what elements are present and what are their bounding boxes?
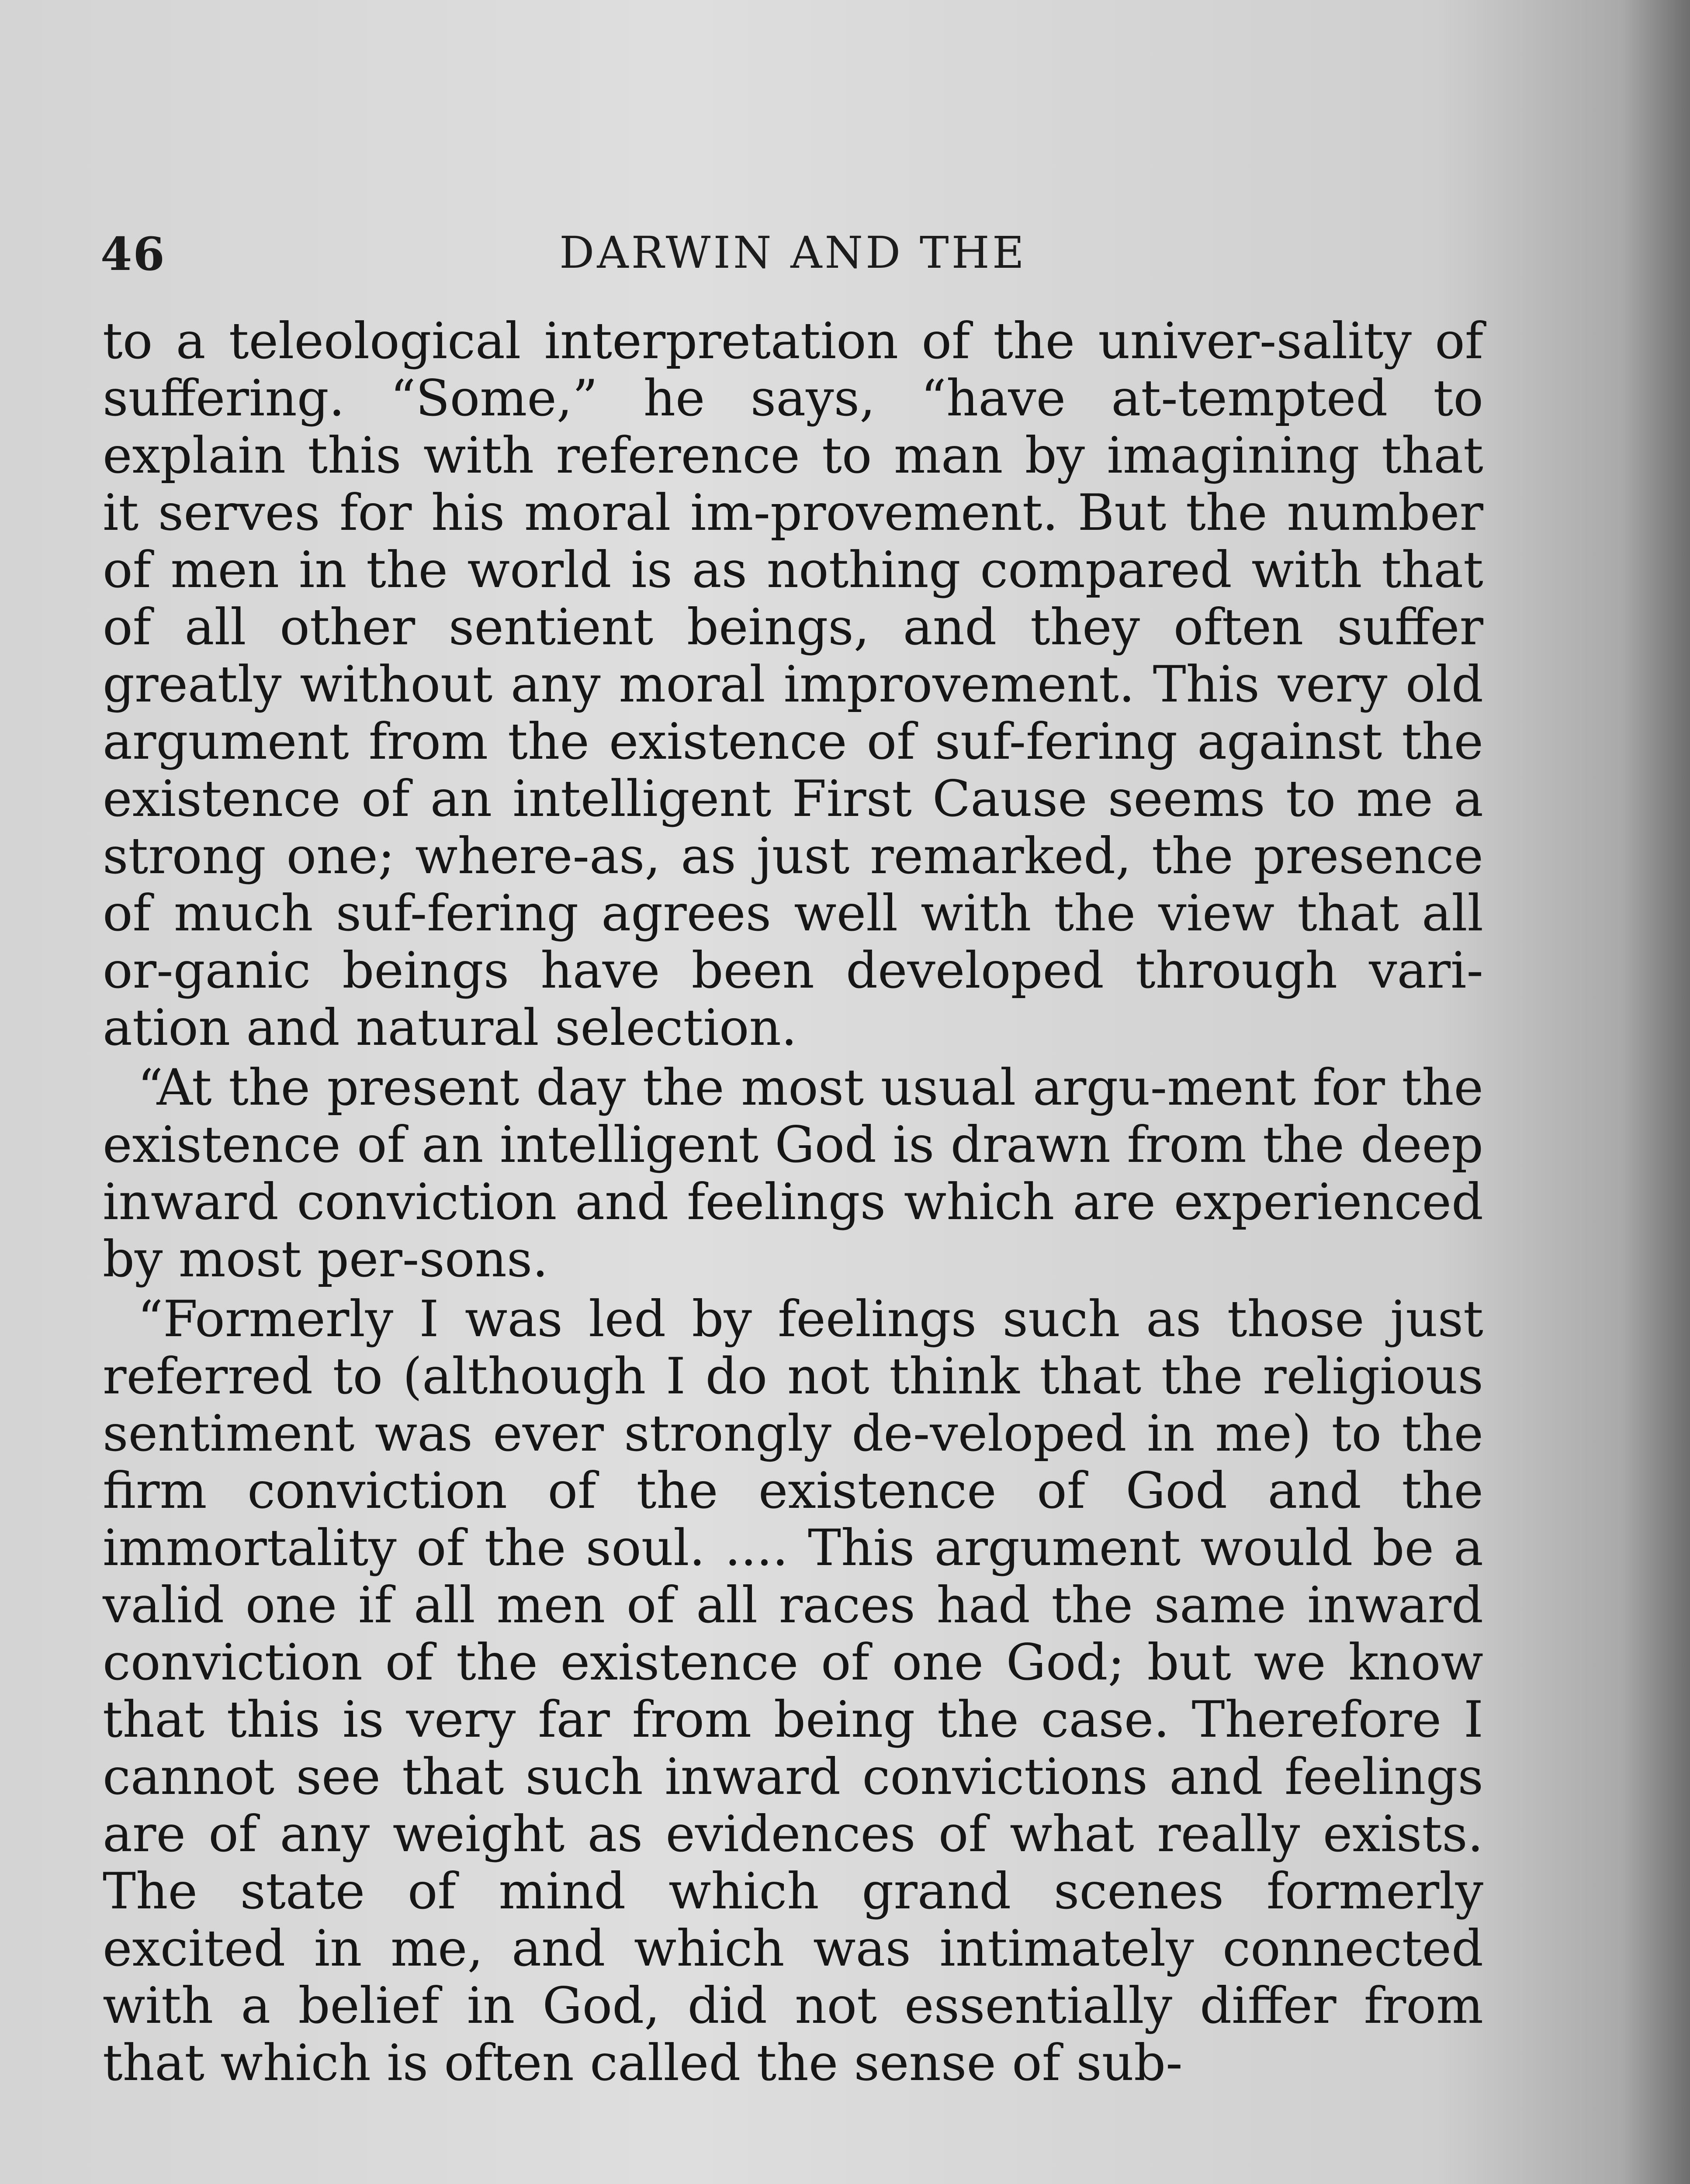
page-number: 46	[100, 227, 166, 281]
body-text	[103, 312, 1483, 2091]
page-header	[100, 227, 1486, 284]
running-head: DARWIN AND THE	[559, 227, 1027, 278]
paragraph: “Formerly I was led by feelings such as those just referred to (although I do not think that the religious sentiment was ever strongly de-veloped in me) to the firm conviction of the existence of God and the immortality of the soul. .... This argument would be a valid one if all men of all races had the same inward conviction of the existence of one God; but we know that this is very far from being the case. Therefore I cannot see that such inward convictions and feelings are of any weight as evidences of what really exists. The state of mind which grand scenes formerly excited in me, and which was intimately connected with a belief in God, did not essentially differ from that which is often called the sense of sub-	[103, 1290, 1483, 2092]
paragraph: “At the present day the most usual argu-ment for the existence of an intelligent God is drawn from the deep inward conviction and feelings which are experienced by most per-sons.	[103, 1058, 1483, 1288]
paragraph: to a teleological interpretation of the univer-sality of suffering. “Some,” he says, “have at-tempted to explain this with reference to man by imagining that it serves for his moral im-provement. But the number of men in the world is as nothing compared with that of all other sentient beings, and they often suffer greatly without any moral improvement. This very old argument from the existence of suf-fering against the existence of an intelligent First Cause seems to me a strong one; where-as, as just remarked, the presence of much suf-fering agrees well with the view that all or-ganic beings have been developed through vari-ation and natural selection.	[103, 312, 1483, 1057]
